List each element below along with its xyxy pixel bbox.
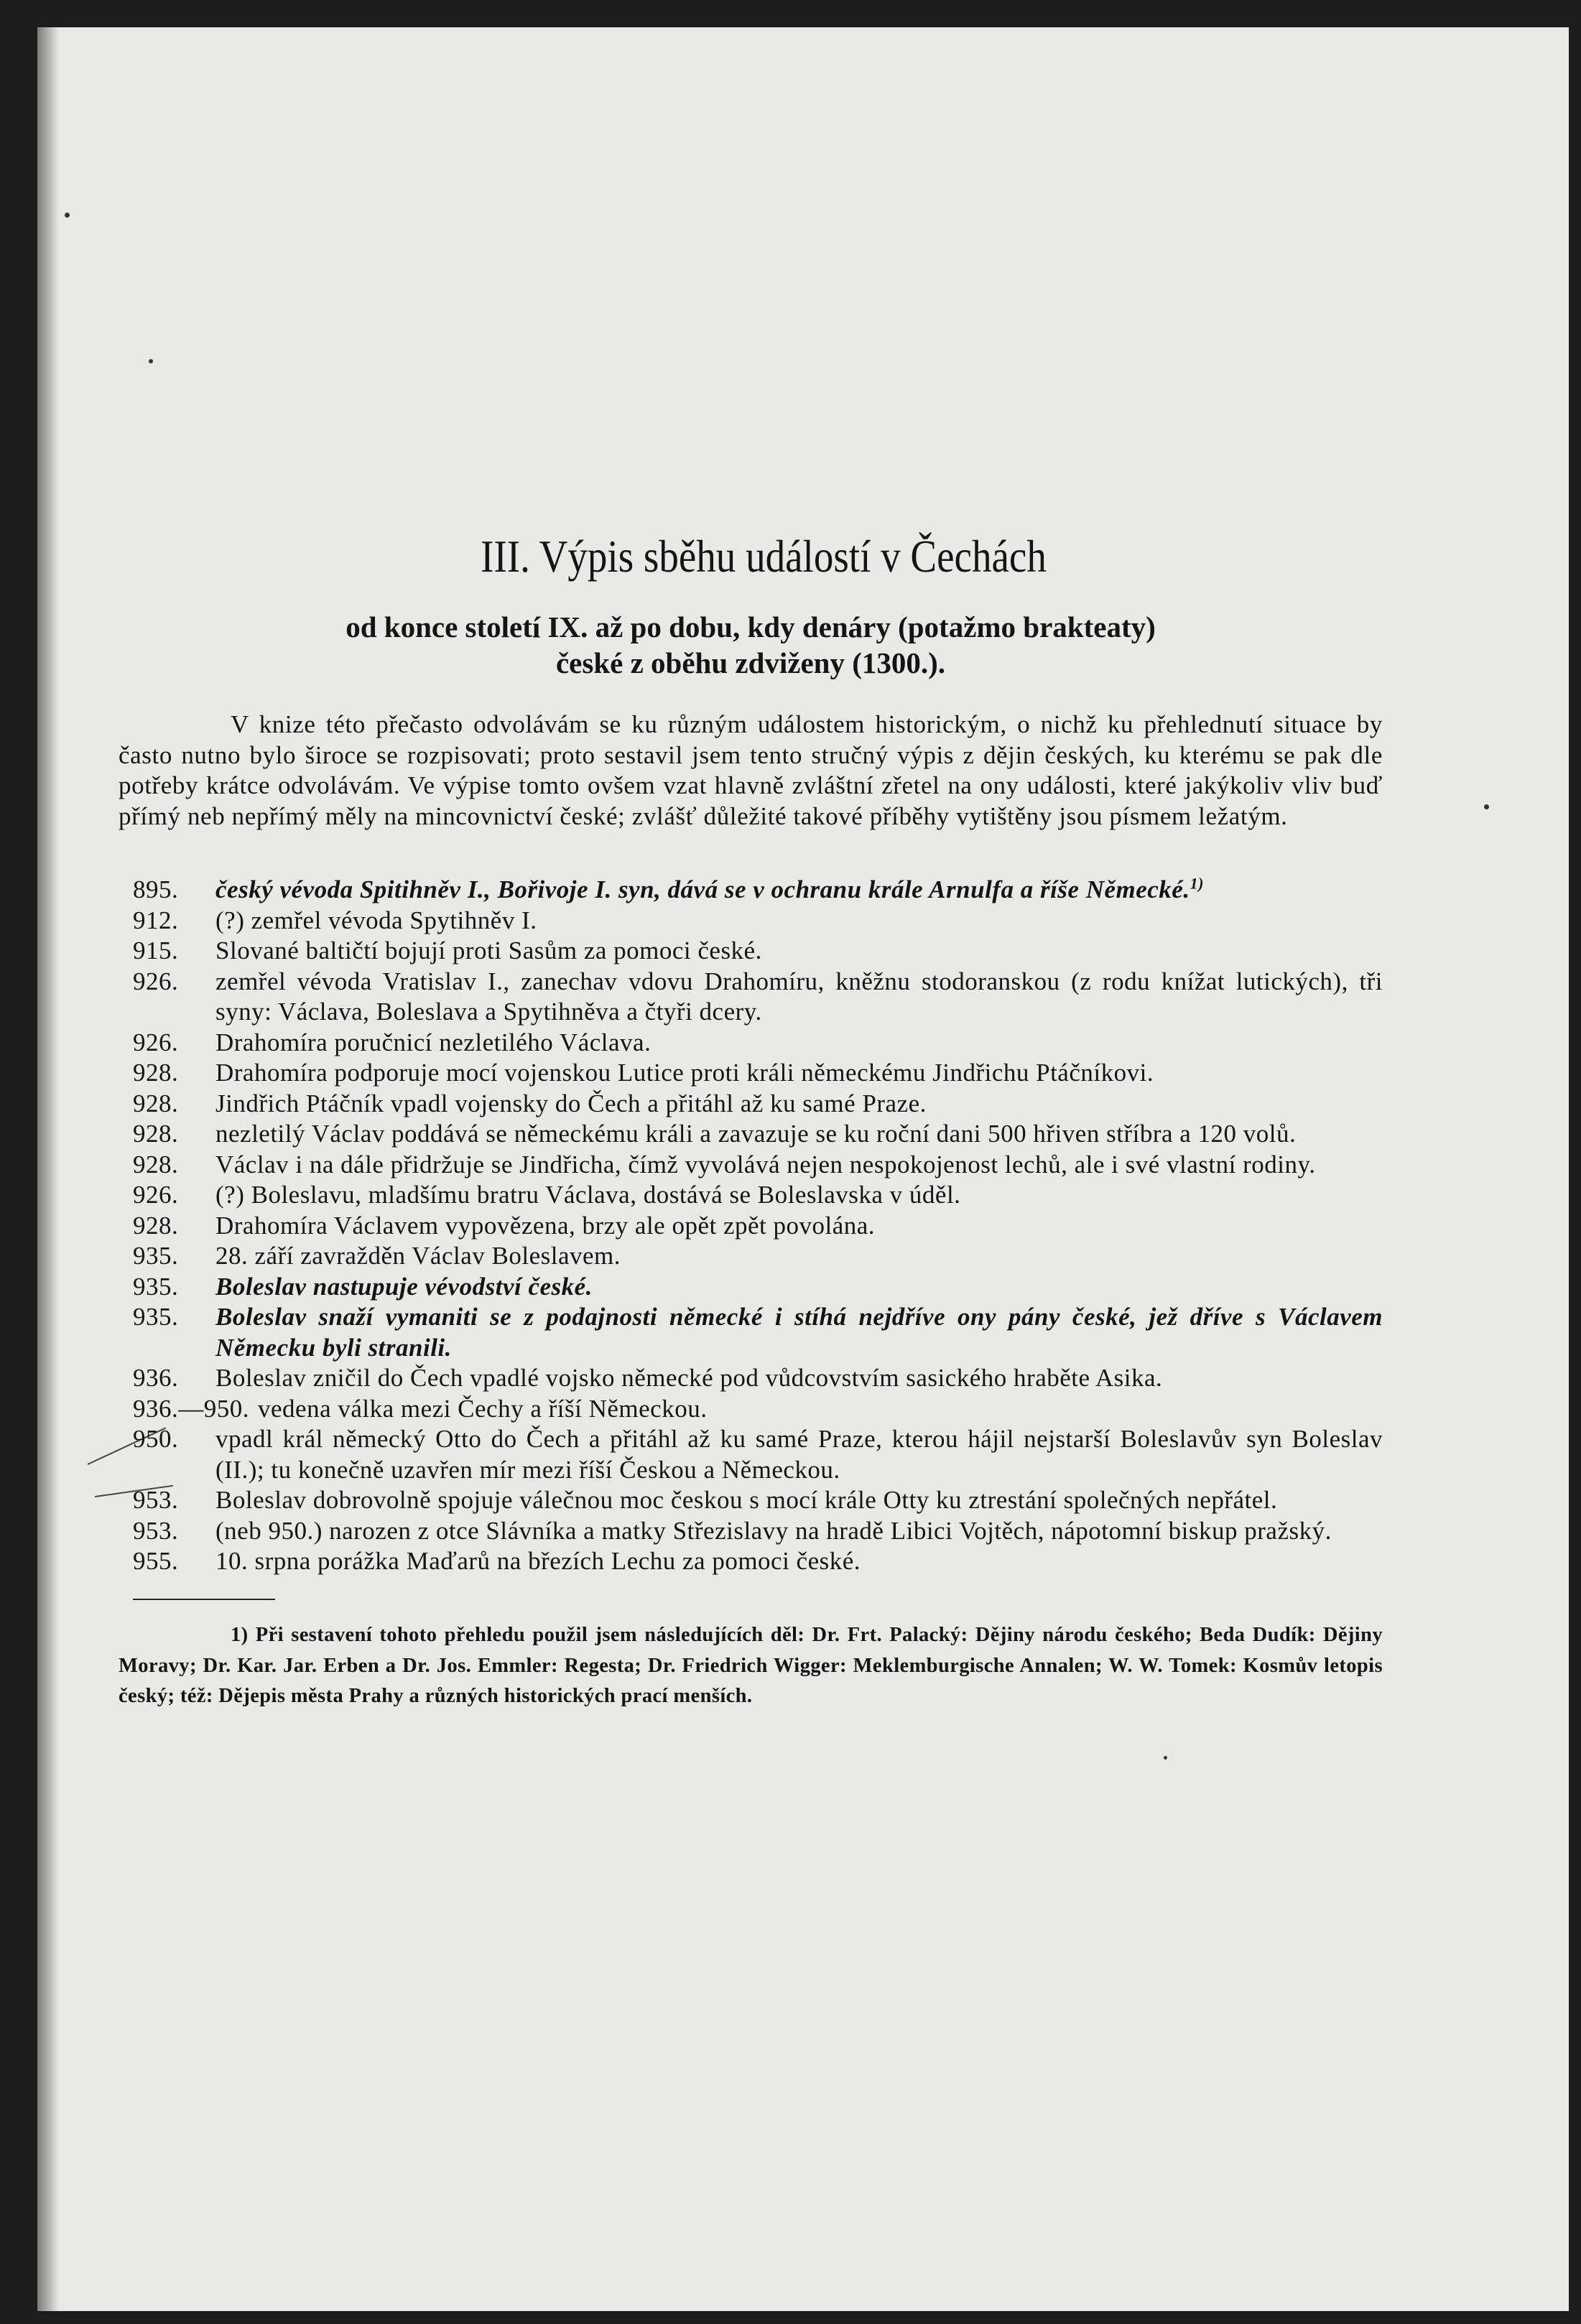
entry-year: 926.: [133, 1028, 179, 1056]
entry-year: 955.: [133, 1547, 179, 1575]
entry-text-content: Drahomíra podporuje mocí vojenskou Lutice proti králi německému Jindřichu Ptáčníkovi.: [215, 1059, 1154, 1087]
entry-year: 935.: [133, 1272, 179, 1301]
entry-text: [215, 936, 1383, 967]
entry-year: 936.: [133, 1364, 179, 1392]
entry-text-content: vedena válka mezi Čechy a říší Německou.: [258, 1394, 708, 1423]
entry-text: [215, 1241, 1383, 1272]
page-content: [119, 530, 1383, 1732]
chronology-entry: [119, 1424, 1383, 1485]
chronology-entry: [119, 1150, 1383, 1181]
entry-year: 912.: [133, 906, 179, 934]
paper-speck: [1484, 804, 1489, 809]
paper-speck: [1164, 1756, 1167, 1760]
chronology-entry: [119, 1028, 1383, 1059]
entry-year: 953.: [133, 1516, 179, 1545]
entry-year: 928.: [133, 1120, 179, 1148]
entry-text-content: Boleslav zničil do Čech vpadlé vojsko německé pod vůdcovstvím sasického hraběte Asika.: [215, 1364, 1163, 1392]
chronology-entry: [119, 1058, 1383, 1089]
paper-speck: [65, 213, 70, 218]
paper-speck: [149, 359, 153, 363]
entry-year: 935.: [133, 1242, 179, 1270]
chronology-entry: [119, 1546, 1383, 1577]
chronology-entry: [119, 1241, 1383, 1272]
chronology-entry: [119, 1180, 1383, 1211]
entry-text-content: 10. srpna porážka Maďarů na březích Lechu za pomoci české.: [215, 1547, 861, 1575]
page-title: III. Výpis sběhu událostí v Čechách: [481, 531, 1047, 582]
footnote-reference: 1): [1190, 874, 1204, 893]
chronology-entry: [119, 1516, 1383, 1547]
entry-text: [258, 1394, 1383, 1425]
chronology-list: [119, 875, 1383, 1577]
entry-year: 950.: [133, 1425, 179, 1453]
entry-year: 928.: [133, 1150, 179, 1179]
footnote: 1) Při sestavení tohoto přehledu použil jsem následujících děl: Dr. Frt. Palacký: Dějiny národu českého; Beda Dudík: Dějiny Moravy; Dr. Kar. Jar. Erben a Dr. Jos. Emmler: Regesta; Dr. Friedrich Wigger: Meklemburgische Annalen; W. W. Tomek: Kosmův letopis český; též: Dějepis města Prahy a různých historických prací menších.: [119, 1624, 1383, 1707]
chronology-entry: [119, 967, 1383, 1028]
entry-year: 915.: [133, 936, 179, 965]
entry-text: [215, 875, 1383, 906]
entry-year: 926.: [133, 967, 179, 995]
entry-year: 928.: [133, 1211, 179, 1240]
entry-text-content: nezletilý Václav poddává se německému králi a zavazuje se ku roční dani 500 hřiven stříbra a 120 volů.: [215, 1120, 1297, 1148]
entry-text-content: Boleslav dobrovolně spojuje válečnou moc českou s mocí krále Otty ku ztrestání společných nepřátel.: [215, 1486, 1278, 1514]
entry-text-content: Drahomíra Václavem vypovězena, brzy ale opět zpět povolána.: [215, 1211, 876, 1240]
scanned-page: [37, 27, 1569, 2311]
entry-text-content: Boleslav snaží vymaniti se z podajnosti německé i stíhá nejdříve ony pány české, jež dříve s Václavem Německu byli stranili.: [215, 1303, 1383, 1362]
entry-text-content: český vévoda Spitihněv I., Bořivoje I. syn, dává se v ochranu krále Arnulfa a říše Německé.: [215, 875, 1190, 903]
entry-year: 936.—950.: [133, 1394, 249, 1423]
entry-year: 895.: [133, 875, 179, 903]
entry-text: [215, 1028, 1383, 1059]
entry-text: [215, 1302, 1383, 1363]
chronology-entry: [119, 1394, 1383, 1425]
entry-text: [215, 1089, 1383, 1120]
entry-text: [215, 1424, 1383, 1485]
entry-text: [215, 1363, 1383, 1394]
entry-text: [215, 1272, 1383, 1303]
chronology-entry: [119, 875, 1383, 906]
entry-text-content: Slované baltičtí bojují proti Sasům za pomoci české.: [215, 936, 762, 965]
subtitle-line-2: české z oběhu zdviženy (1300.).: [555, 646, 946, 679]
entry-year: 928.: [133, 1059, 179, 1087]
chronology-entry: [119, 906, 1383, 936]
subtitle-line-1: od konce století IX. až po dobu, kdy denáry (potažmo brakteaty): [346, 610, 1156, 643]
entry-year: 953.: [133, 1486, 179, 1514]
intro-paragraph: V knize této přečasto odvolávám se ku různým událostem historickým, o nichž ku přehlednutí situace by často nutno bylo široce se rozpisovati; proto sestavil jsem tento stručný výpis z dějin českých, ku kterému se pak dle potřeby krátce odvolávám. Ve výpise tomto ovšem vzat hlavně zvláštní zřetel na ony události, které jakýkoliv vliv buď přímý neb nepřímý měly na mincovnictví české; zvlášť důležité takové příběhy vytištěny jsou písmem ležatým.: [119, 710, 1383, 830]
entry-text-content: Václav i na dále přidržuje se Jindřicha, čímž vyvolává nejen nespokojenost lechů, ale i své vlastní rodiny.: [215, 1150, 1316, 1179]
footnote-rule: [133, 1599, 275, 1600]
entry-text-content: Drahomíra poručnicí nezletilého Václava.: [215, 1028, 652, 1056]
chronology-entry: [119, 1302, 1383, 1363]
subtitle: [119, 609, 1383, 681]
chronology-entry: [119, 1119, 1383, 1150]
entry-year: 928.: [133, 1089, 179, 1117]
entry-text-content: (?) Boleslavu, mladšímu bratru Václava, dostává se Boleslavska v úděl.: [215, 1181, 961, 1209]
chronology-entry: [119, 1089, 1383, 1120]
chronology-entry: [119, 1363, 1383, 1394]
chronology-entry: [119, 1485, 1383, 1516]
entry-text-content: vpadl král německý Otto do Čech a přitáhl až ku samé Praze, kterou hájil nejstarší Boleslavův syn Boleslav (II.); tu konečně uzavřen mír mezi říší Českou a Německou.: [215, 1425, 1383, 1484]
entry-text-content: zemřel vévoda Vratislav I., zanechav vdovu Drahomíru, kněžnu stodoranskou (z rodu knížat lutických), tři syny: Václava, Boleslava a Spytihněva a čtyři dcery.: [215, 967, 1383, 1026]
entry-year: 926.: [133, 1181, 179, 1209]
entry-text-content: Boleslav nastupuje vévodství české.: [215, 1272, 593, 1301]
entry-text: [215, 1058, 1383, 1089]
chronology-entry: [119, 1272, 1383, 1303]
entry-text-content: 28. září zavražděn Václav Boleslavem.: [215, 1242, 621, 1270]
page-edge-shadow: [37, 27, 59, 2311]
entry-text-content: Jindřich Ptáčník vpadl vojensky do Čech a přitáhl až ku samé Praze.: [215, 1089, 927, 1117]
entry-text-content: (neb 950.) narozen z otce Slávníka a matky Střezislavy na hradě Libici Vojtěch, nápotomní biskup pražský.: [215, 1516, 1332, 1545]
entry-year: 935.: [133, 1303, 179, 1331]
entry-text: [215, 1516, 1383, 1547]
entry-text: [215, 906, 1383, 936]
entry-text: [215, 1180, 1383, 1211]
entry-text: [215, 967, 1383, 1028]
entry-text-content: (?) zemřel vévoda Spytihněv I.: [215, 906, 537, 934]
chronology-entry: [119, 936, 1383, 967]
entry-text: [215, 1150, 1383, 1181]
chronology-entry: [119, 1211, 1383, 1242]
entry-text: [215, 1119, 1383, 1150]
entry-text: [215, 1546, 1383, 1577]
entry-text: [215, 1211, 1383, 1242]
entry-text: [215, 1485, 1383, 1516]
